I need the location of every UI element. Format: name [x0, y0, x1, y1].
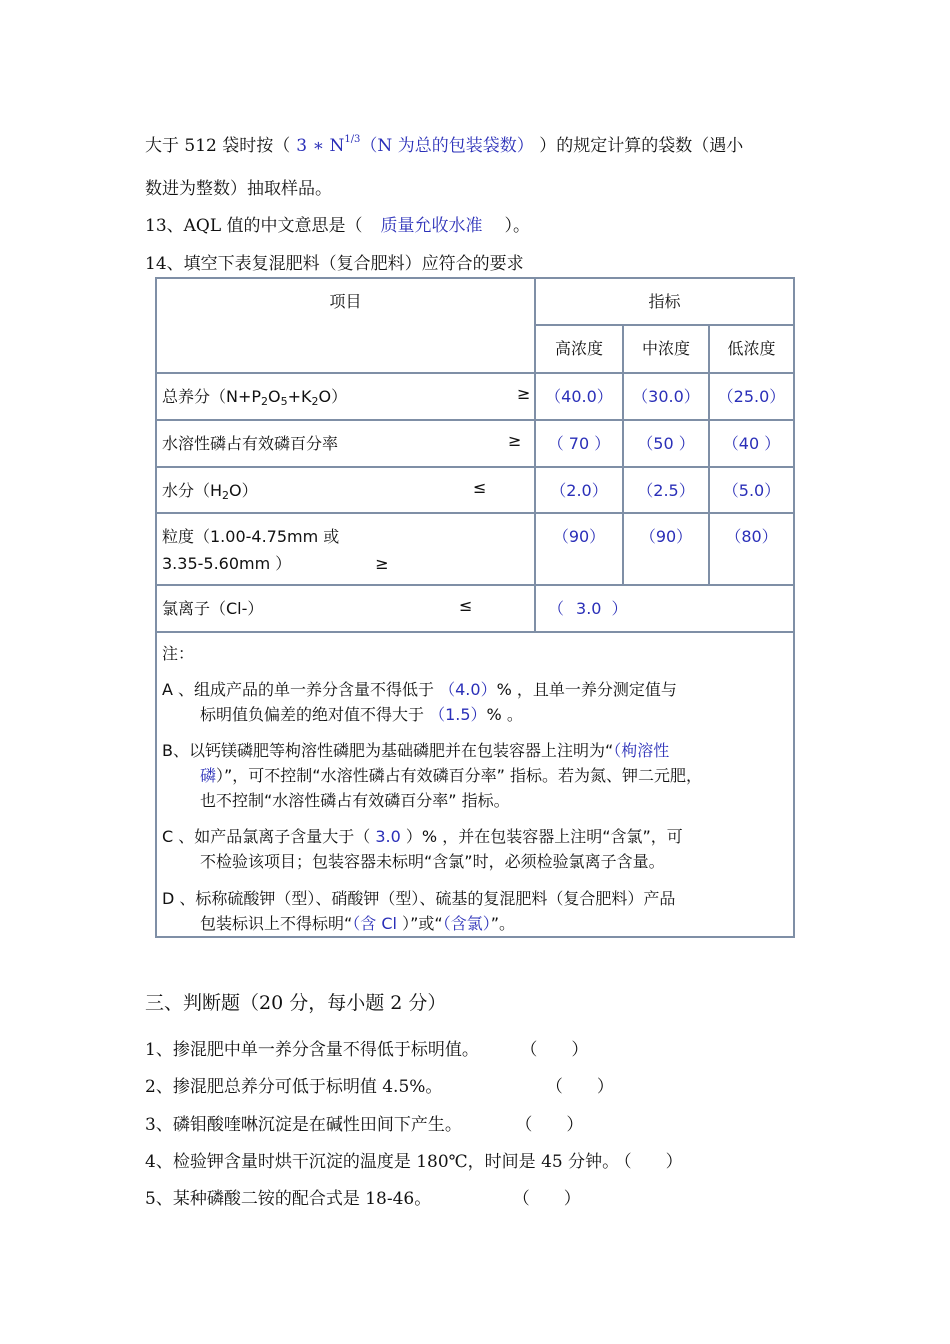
col-high: 高浓度 — [536, 326, 624, 374]
row-granularity: 粒度（1.00-4.75mm 或 3.35-5.60mm ） ≥ — [157, 514, 536, 586]
judge-item-3: 3、磷钼酸喹啉沉淀是在碱性田间下产生。 （ ） — [145, 1115, 584, 1135]
value-cell: （5.0） — [710, 468, 793, 514]
value-cell: （50 ） — [624, 421, 710, 468]
section-3-title: 三、判断题（20 分，每小题 2 分） — [145, 992, 447, 1014]
question-14: 14、填空下表复混肥料（复合肥料）应符合的要求 — [145, 254, 524, 274]
formula: 3 ∗ $N^{1/3}(N$ 为总的包装袋数） — [296, 134, 526, 156]
judge-item-4: 4、检验钾含量时烘干沉淀的温度是 180℃，时间是 45 分钟。 （ ） — [145, 1152, 683, 1172]
requirements-table — [155, 277, 795, 938]
intro-line-1 — [145, 131, 743, 156]
note-a: A 、组成产品的单一养分含量不得低于 （4.0）% ，且单一养分测定值与 — [162, 680, 677, 699]
value-cell: （25.0） — [710, 374, 793, 421]
value-cell: （30.0） — [624, 374, 710, 421]
chloride-value: （ 3.0 ） — [536, 586, 793, 633]
note-b: B、以钙镁磷肥等枸溶性磷肥为基础磷肥并在包装容器上注明为“（枸溶性 — [162, 741, 670, 760]
note-b-2: 磷）”，可不控制“水溶性磷占有效磷百分率” 指标。若为氮、钾二元肥， — [200, 766, 702, 785]
value-cell: （40.0） — [536, 374, 624, 421]
q13-answer: 质量允收水准 — [380, 216, 483, 236]
judge-item-1: 1、掺混肥中单一养分含量不得低于标明值。 （ ） — [145, 1040, 589, 1060]
question-13: 13、AQL 值的中文意思是（ 质量允收水准 ）。 — [145, 216, 531, 236]
judge-item-5: 5、某种磷酸二铵的配合式是 18-46。 （ ） — [145, 1189, 581, 1209]
note-a-2: 标明值负偏差的绝对值不得大于 （1.5）% 。 — [200, 705, 523, 724]
value-cell: （2.0） — [536, 468, 624, 514]
row-total-nutrient: 总养分$(N+P_2O_5+K_2O)$ ≥ — [157, 374, 536, 421]
row-moisture: 水分$(H_2O)$ ≤ — [157, 468, 536, 514]
note-d-2: 包装标识上不得标明“（含 Cl ）”或“（含氯）”。 — [200, 914, 515, 933]
notes-title: 注： — [162, 644, 195, 663]
col-low: 低浓度 — [710, 326, 793, 374]
intro-text: 大于 512 袋时按（ — [145, 136, 291, 156]
value-cell: （ 70 ） — [536, 421, 624, 468]
note-b-3: 也不控制“水溶性磷占有效磷百分率” 指标。 — [200, 791, 510, 810]
value-cell: （40 ） — [710, 421, 793, 468]
note-c: C 、如产品氯离子含量大于（ 3.0 ）% ，并在包装容器上注明“含氯”，可 — [162, 827, 683, 846]
header-item: 项目 — [157, 279, 536, 374]
judge-item-2: 2、掺混肥总养分可低于标明值 4.5%。 （ ） — [145, 1077, 614, 1097]
note-c-2: 不检验该项目；包装容器未标明“含氯”时，必须检验氯离子含量。 — [200, 852, 665, 871]
col-mid: 中浓度 — [624, 326, 710, 374]
note-d: D 、标称硫酸钾（型）、硝酸钾（型）、硫基的复混肥料（复合肥料）产品 — [162, 889, 676, 908]
intro-text-end: ）的规定计算的袋数（遇小 — [539, 136, 744, 156]
intro-line-2: 数进为整数）抽取样品。 — [145, 179, 332, 199]
value-cell: （90） — [536, 514, 624, 586]
row-chloride: 氯离子（Cl-） ≤ — [157, 586, 536, 633]
value-cell: （2.5） — [624, 468, 710, 514]
header-index: 指标 — [536, 279, 793, 326]
value-cell: （90） — [624, 514, 710, 586]
value-cell: （80） — [710, 514, 793, 586]
row-water-soluble-p: 水溶性磷占有效磷百分率 ≥ — [157, 421, 536, 468]
